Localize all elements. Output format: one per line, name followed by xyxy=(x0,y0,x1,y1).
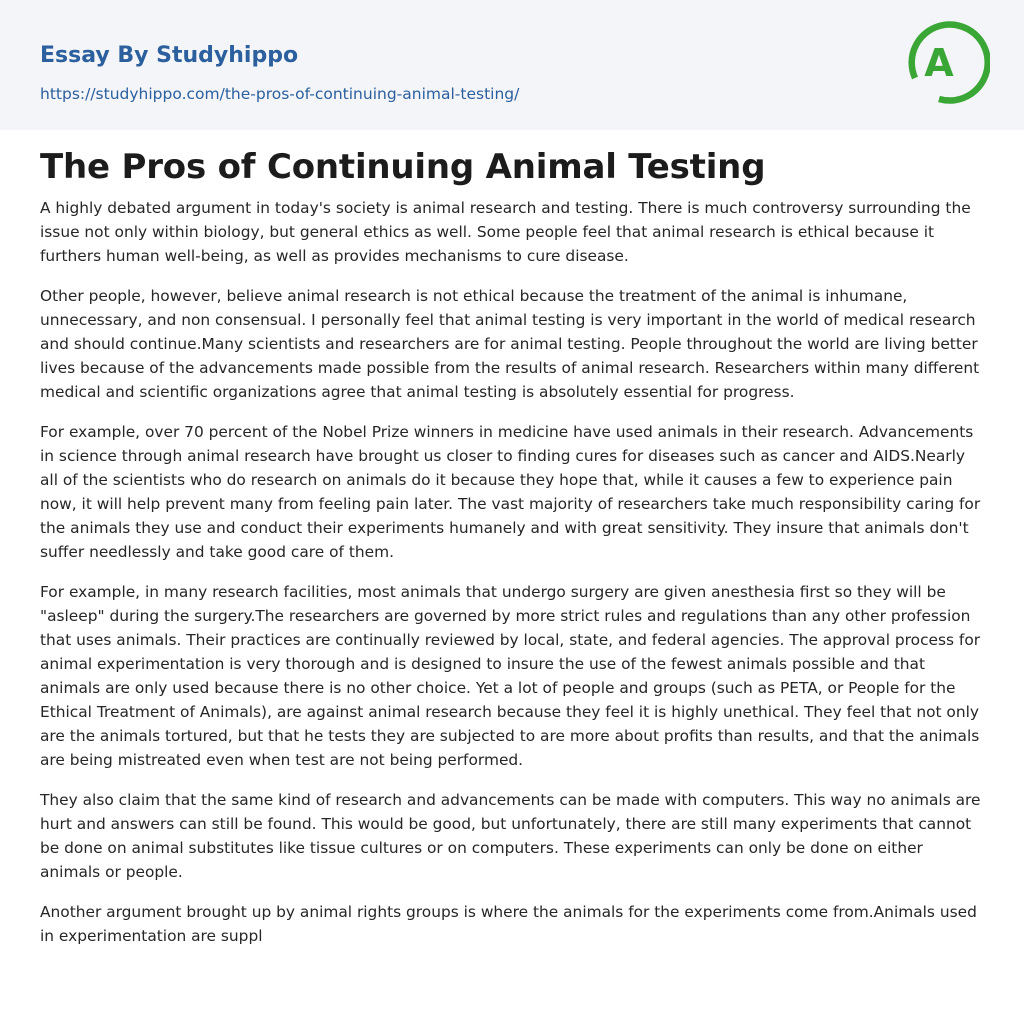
logo-letter: A xyxy=(924,41,954,85)
essay-paragraph-truncated: Another argument brought up by animal rights groups is where the animals for the experiments come from.Animals used in experimentation are suppl xyxy=(40,903,977,945)
source-url-link[interactable]: https://studyhippo.com/the-pros-of-continuing-animal-testing/ xyxy=(40,85,520,103)
essay-paragraph: For example, over 70 percent of the Nobel Prize winners in medicine have used animals in their research. Advancements in science through animal research have brought us closer to finding cures for diseases such as cancer and AIDS.Nearly all of the scientists who do research on animals do it because they hope that, while it causes a few to experience pain now, it will help prevent many from feeling pain later. The vast majority of researchers take much responsibility caring for the animals they use and conduct their experiments humanely and with great sensitivity. They insure that animals don't suffer needlessly and take good care of them. xyxy=(40,423,981,561)
site-brand[interactable]: Essay By Studyhippo xyxy=(40,43,299,68)
studyhippo-logo-icon[interactable] xyxy=(908,18,990,108)
essay-paragraph: Other people, however, believe animal research is not ethical because the treatment of the animal is inhumane, unnecessary, and non consensual. I personally feel that animal testing is very important in the world of medical research and should continue.Many scientists and researchers are for animal testing. People throughout the world are living better lives because of the advancements made possible from the results of animal research. Researchers within many different medical and scientific organizations agree that animal testing is absolutely essential for progress. xyxy=(40,287,980,401)
essay-paragraph: They also claim that the same kind of research and advancements can be made with computers. This way no animals are hurt and answers can still be found. This would be good, but unfortunately, there are still many experiments that cannot be done on animal substitutes like tissue cultures or on computers. These experiments can only be done on either animals or people. xyxy=(40,791,981,881)
essay-paragraph: A highly debated argument in today's society is animal research and testing. There is much controversy surrounding the issue not only within biology, but general ethics as well. Some people feel that animal research is ethical because it furthers human well-being, as well as provides mechanisms to cure disease. xyxy=(40,199,971,265)
essay-content xyxy=(40,144,986,964)
essay-paragraph: For example, in many research facilities, most animals that undergo surgery are given anesthesia first so they will be "asleep" during the surgery.The researchers are governed by more strict rules and regulations than any other profession that uses animals. Their practices are continually reviewed by local, state, and federal agencies. The approval process for animal experimentation is very thorough and is designed to insure the use of the fewest animals possible and that animals are only used because there is no other choice. Yet a lot of people and groups (such as PETA, or People for the Ethical Treatment of Animals), are against animal research because they feel it is highly unethical. They feel that not only are the animals tortured, but that he tests they are subjected to are more about profits than results, and that the animals are being mistreated even when test are not being performed. xyxy=(40,583,981,769)
essay-title: The Pros of Continuing Animal Testing xyxy=(40,147,766,187)
site-header xyxy=(0,0,1024,130)
